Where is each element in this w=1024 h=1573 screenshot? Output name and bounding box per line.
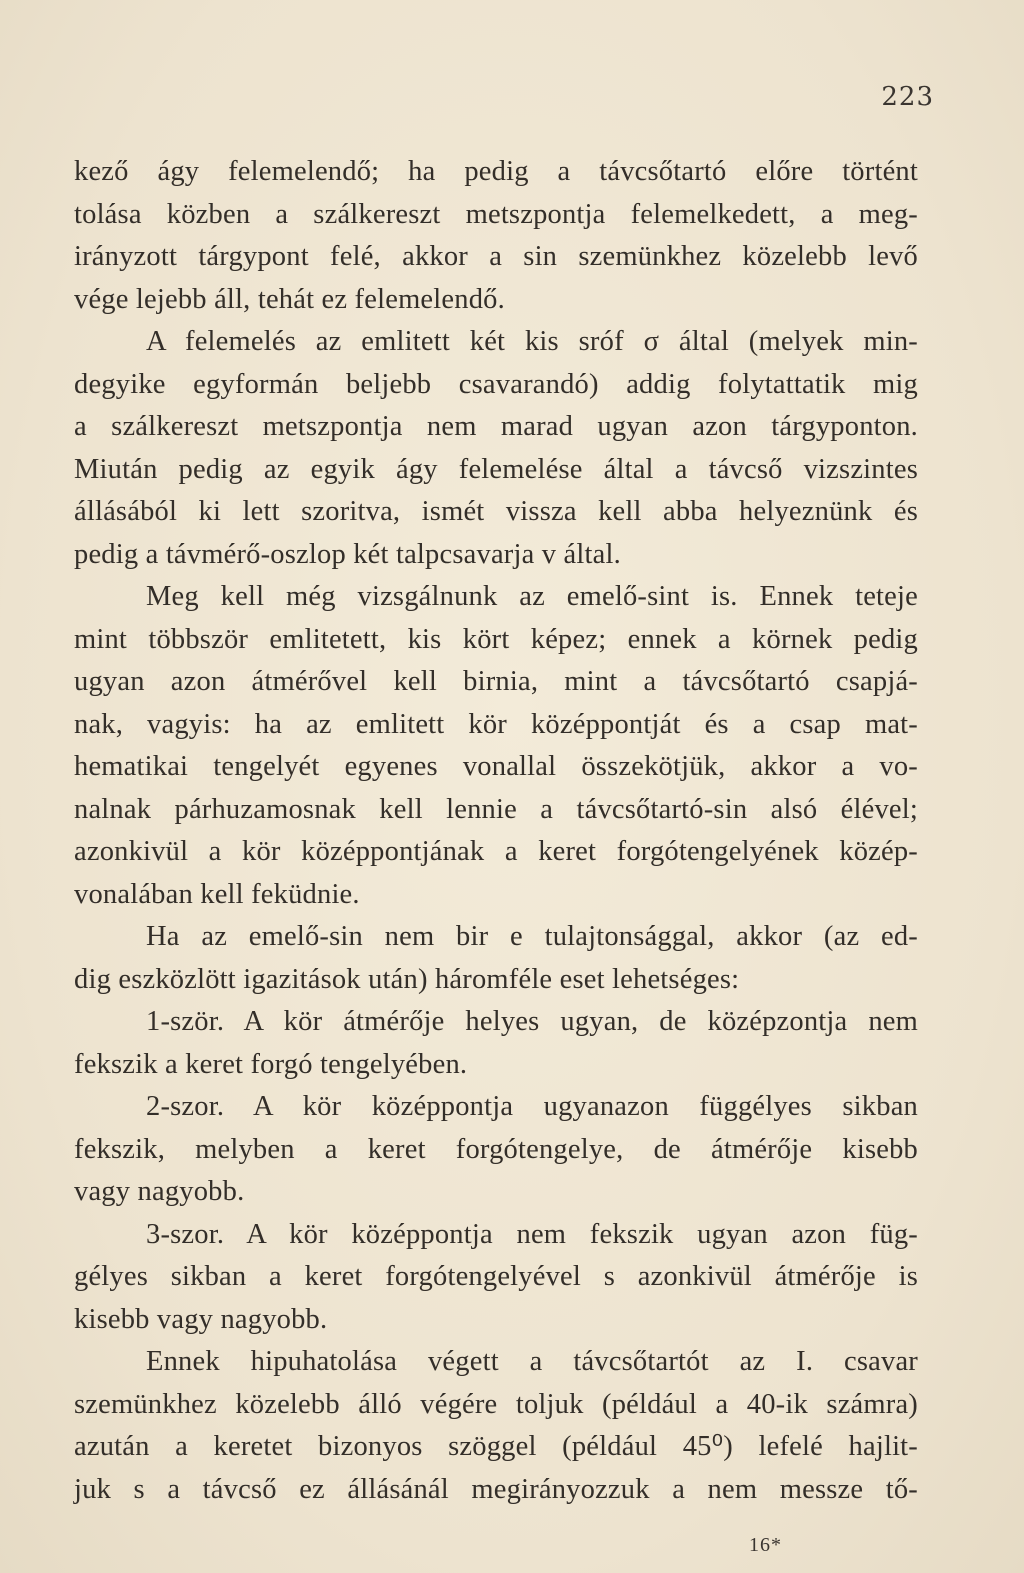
text-line: mint többször emlitetett, kis kört képez; ennek a körnek pedig bbox=[74, 623, 918, 655]
body-text bbox=[74, 151, 918, 1511]
text-line: irányzott tárgypont felé, akkor a sin szemünkhez közelebb levő bbox=[74, 241, 918, 272]
text-line: nalnak párhuzamosnak kell lennie a távcsőtartó-sin alsó élével; bbox=[74, 793, 918, 825]
text-line: azonkivül a kör középpontjának a keret forgótengelyének közép- bbox=[74, 836, 918, 867]
text-line: gélyes sikban a keret forgótengelyével s azonkivül átmérője is bbox=[74, 1261, 918, 1292]
text-line: Ennek hipuhatolása végett a távcsőtartót az I. csavar bbox=[146, 1346, 918, 1377]
text-line: degyike egyformán beljebb csavarandó) addig folytattatik mig bbox=[74, 368, 918, 400]
text-line: 1-ször. A kör átmérője helyes ugyan, de középzontja nem bbox=[146, 1006, 918, 1037]
text-line: fekszik, melyben a keret forgótengelye, de átmérője kisebb bbox=[74, 1133, 918, 1165]
text-line: a szálkereszt metszpontja nem marad ugyan azon tárgyponton. bbox=[74, 411, 918, 442]
text-line: Meg kell még vizsgálnunk az emelő-sint is. Ennek teteje bbox=[146, 581, 918, 612]
signature-mark: 16* bbox=[749, 1534, 782, 1556]
text-line: dig eszközlött igazitások után) háromféle eset lehetséges: bbox=[74, 963, 740, 995]
text-line: A felemelés az emlitett két kis sróf σ által (melyek min- bbox=[146, 326, 918, 357]
text-line: azután a keretet bizonyos szöggel (például 45⁰) lefelé hajlit- bbox=[74, 1431, 918, 1462]
text-line: hematikai tengelyét egyenes vonallal összekötjük, akkor a vo- bbox=[74, 751, 918, 782]
text-line: 3-szor. A kör középpontja nem fekszik ugyan azon füg- bbox=[146, 1218, 918, 1250]
text-line: fekszik a keret forgó tengelyében. bbox=[74, 1048, 468, 1080]
text-line: Ha az emelő-sin nem bir e tulajtonsággal, akkor (az ed- bbox=[146, 921, 918, 952]
page-number: 223 bbox=[881, 82, 934, 112]
text-line: kisebb vagy nagyobb. bbox=[74, 1303, 328, 1335]
text-line: ugyan azon átmérővel kell birnia, mint a távcsőtartó csapjá- bbox=[74, 666, 918, 697]
text-line: kező ágy felemelendő; ha pedig a távcsőtartó előre történt bbox=[74, 156, 918, 187]
text-line: nak, vagyis: ha az emlitett kör középpontját és a csap mat- bbox=[74, 708, 918, 740]
text-line: Miután pedig az egyik ágy felemelése által a távcső vizszintes bbox=[74, 453, 918, 485]
text-line: vonalában kell feküdnie. bbox=[74, 878, 360, 910]
text-line: juk s a távcső ez állásánál megirányozzuk a nem messze tő- bbox=[74, 1473, 918, 1505]
text-line: pedig a távmérő-oszlop két talpcsavarja v által. bbox=[74, 538, 621, 570]
text-line: vagy nagyobb. bbox=[74, 1176, 245, 1207]
text-line: szemünkhez közelebb álló végére toljuk (például a 40-ik számra) bbox=[74, 1388, 918, 1420]
text-line: állásából ki lett szoritva, ismét vissza kell abba helyeznünk és bbox=[74, 496, 918, 527]
text-line: vége lejebb áll, tehát ez felemelendő. bbox=[74, 283, 505, 315]
text-line: tolása közben a szálkereszt metszpontja felemelkedett, a meg- bbox=[74, 198, 918, 230]
text-line: 2-szor. A kör középpontja ugyanazon függélyes sikban bbox=[146, 1091, 918, 1122]
